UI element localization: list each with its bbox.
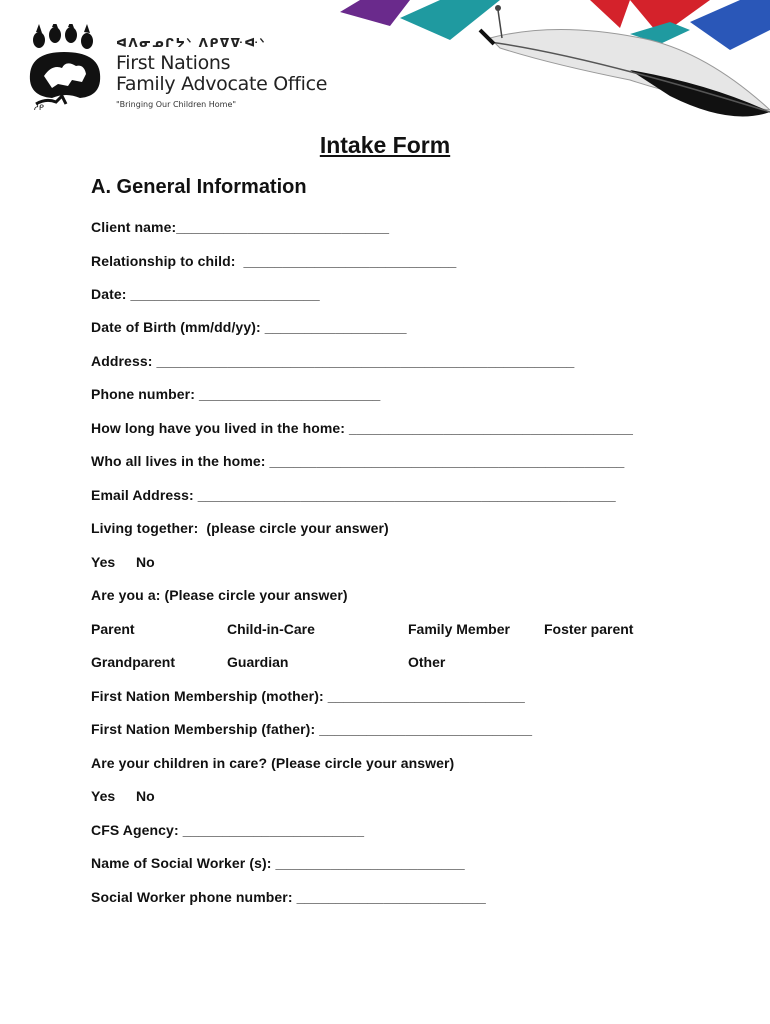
org-syllabics: ᐊᐱᓂᓄᒋᔭᐠ ᐱᑭᐁᐍᐘᐠ bbox=[116, 36, 267, 50]
organization-logo-text bbox=[116, 36, 327, 109]
role-option-foster-parent[interactable]: Foster parent bbox=[544, 621, 634, 637]
role-option-family-member[interactable]: Family Member bbox=[408, 621, 510, 637]
date-of-birth-field[interactable]: Date of Birth (mm/dd/yy): __________________ bbox=[91, 319, 407, 335]
role-option-parent[interactable]: Parent bbox=[91, 621, 135, 637]
phone-number-field[interactable]: Phone number: _______________________ bbox=[91, 386, 381, 402]
address-field[interactable]: Address: _____________________________________________________ bbox=[91, 353, 575, 369]
social-worker-name-field[interactable]: Name of Social Worker (s): ________________________ bbox=[91, 855, 465, 871]
role-option-grandparent[interactable]: Grandparent bbox=[91, 654, 176, 670]
client-name-field[interactable]: Client name:___________________________ bbox=[91, 219, 390, 235]
living-together-question: Living together: (please circle your answer) bbox=[91, 520, 389, 536]
section-title-general-information: A. General Information bbox=[91, 176, 307, 198]
fn-membership-mother-field[interactable]: First Nation Membership (mother): _________________________ bbox=[91, 688, 525, 704]
bear-paw-icon bbox=[22, 24, 110, 110]
svg-text:ᓱᑭ: ᓱᑭ bbox=[34, 103, 44, 110]
living-together-yes-option[interactable]: Yes bbox=[91, 554, 116, 570]
role-option-guardian[interactable]: Guardian bbox=[227, 654, 289, 670]
children-in-care-no-option[interactable]: No bbox=[136, 788, 155, 804]
email-address-field[interactable]: Email Address: _____________________________________________________ bbox=[91, 487, 616, 503]
children-in-care-yes-option[interactable]: Yes bbox=[91, 788, 116, 804]
date-field[interactable]: Date: ________________________ bbox=[91, 286, 320, 302]
role-option-child-in-care[interactable]: Child-in-Care bbox=[227, 621, 315, 637]
fn-membership-father-field[interactable]: First Nation Membership (father): ___________________________ bbox=[91, 721, 533, 737]
social-worker-phone-field[interactable]: Social Worker phone number: ________________________ bbox=[91, 889, 486, 905]
are-you-a-question: Are you a: (Please circle your answer) bbox=[91, 587, 348, 603]
org-tagline: "Bringing Our Children Home" bbox=[116, 100, 237, 109]
who-lives-in-home-field[interactable]: Who all lives in the home: _____________________________________________ bbox=[91, 453, 625, 469]
form-title: Intake Form bbox=[319, 132, 451, 158]
children-in-care-question: Are your children in care? (Please circle your answer) bbox=[91, 755, 455, 771]
eagle-feather-icon bbox=[330, 0, 770, 130]
living-together-no-option[interactable]: No bbox=[136, 554, 155, 570]
how-long-lived-field[interactable]: How long have you lived in the home: ____________________________________ bbox=[91, 420, 633, 436]
role-option-other[interactable]: Other bbox=[408, 654, 446, 670]
org-name-line2: Family Advocate Office bbox=[116, 73, 328, 95]
cfs-agency-field[interactable]: CFS Agency: _______________________ bbox=[91, 822, 365, 838]
relationship-to-child-field[interactable]: Relationship to child: ___________________________ bbox=[91, 253, 457, 269]
org-name-line1: First Nations bbox=[116, 52, 231, 74]
